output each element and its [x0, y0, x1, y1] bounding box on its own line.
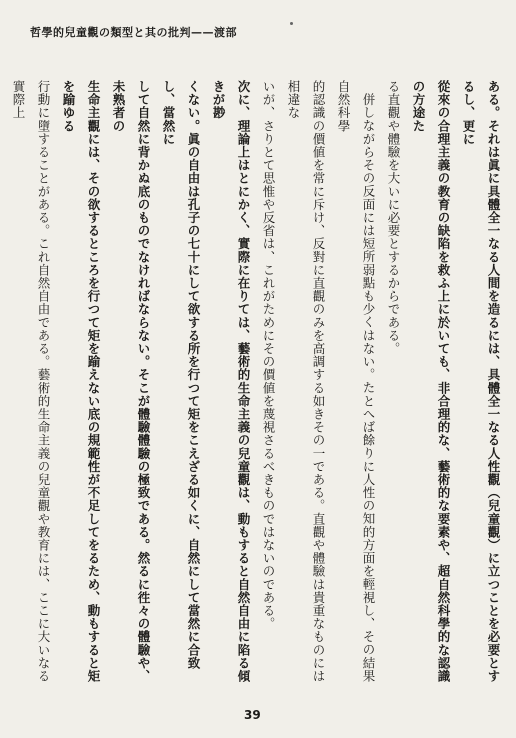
text-line: 行動に墮することがある。これ自然自由である。藝術的生命主義の兒童觀や教育には、ここに大いなる實際上	[11, 80, 51, 683]
text-line: いが、さりとて思惟や反省は、これがためにその價値を蔑視さるべきものではないのである。	[261, 80, 276, 631]
text-line: ある。それは眞に具體全一なる人間を造るには、具體全一なる人性觀（兒童觀）に立つことを必要とするし、更に	[461, 80, 501, 683]
text-line: くない。眞の自由は孔子の七十にして欲する所を行つて矩をこえざる如くに、自然にして當然に合致し、當然に	[161, 80, 201, 670]
text-line: 併しながらその反面には短所弱點も少くはない。たとへば餘りに人性の知的方面を輕視し、その結果自然科學	[336, 80, 376, 682]
text-line: 的認識の價値を常に斥け、反對に直觀のみを高調する如きその一である。直觀や體驗は貴重なものには相違な	[286, 80, 326, 683]
text-line: 生命主觀には、その欲するところを行つて矩を踰えない底の規範性が不足してをるため、動もすると矩を踰ゆる	[61, 80, 101, 683]
text-line: る直觀や體驗を大いに必要とするからである。	[386, 80, 401, 356]
text-line	[0, 80, 6, 688]
page-number: 39	[244, 708, 261, 722]
text-line: 從來の合理主義の教育の缺陷を救ふ上に於いても、非合理的な、藝術的な要素や、超自然科學的な認識の方途た	[411, 80, 451, 683]
text-line: 次に、理論上はとにかく、實際に在りては、藝術的生命主義の兒童觀は、動もすると自然自由に陷る傾きが尠	[211, 80, 251, 683]
print-speck	[290, 22, 293, 25]
text-line: して自然に背かぬ底のものでなければならない。そこが體驗體驗の極致である。然るに徃々の體驗や、未熟者の	[111, 80, 151, 683]
running-header: 哲學的兒童觀の類型と其の批判——渡部	[30, 26, 237, 39]
vertical-body-text	[11, 80, 506, 688]
